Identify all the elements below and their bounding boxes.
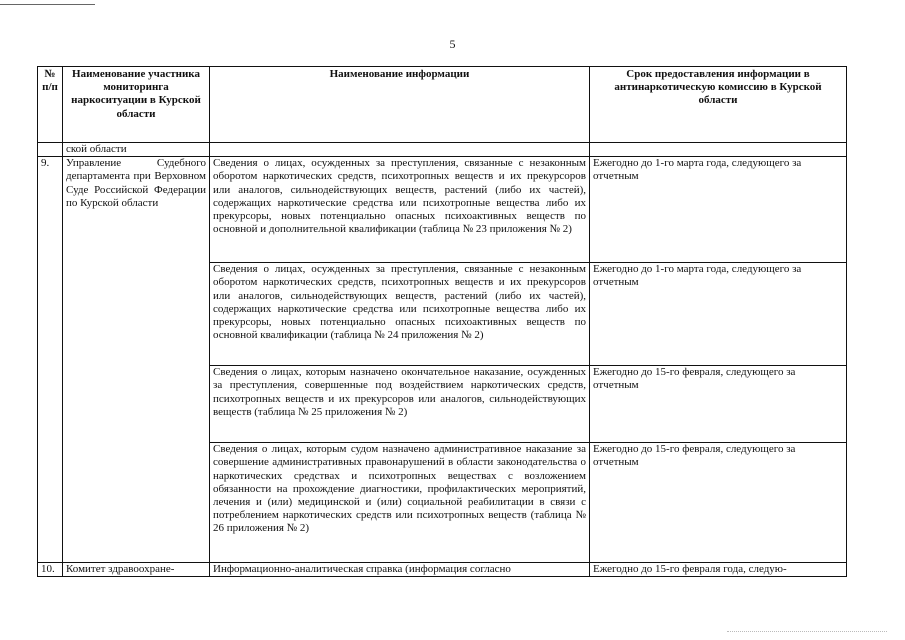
- row-term: Ежегодно до 1-го марта года, следующего за отчетным: [590, 263, 847, 366]
- continuation-num: [38, 143, 63, 157]
- table-row: [38, 157, 847, 263]
- row-info: Информационно-аналитическая справка (информация согласно: [210, 563, 590, 577]
- row-info: Сведения о лицах, которым судом назначено административное наказание за совершение административных правонарушений в области законодательства о наркотических средствах и психотропных веществах с возложением обязанности на прохождение диагностики, профилактических мероприятий, лечения и (или) медицинской и (или) социальной реабилитации в связи с потреблением наркотических средств или психотропных веществ (таблица № 26 приложения № 2): [210, 443, 590, 563]
- header-participant: Наименование участника мониторинга наркоситуации в Курской области: [63, 67, 210, 143]
- top-left-rule: [0, 4, 95, 5]
- row-participant: Комитет здравоохране-: [63, 563, 210, 577]
- continuation-participant: ской области: [63, 143, 210, 157]
- row-participant: Управление Судебного департамента при Верховном Суде Российской Федерации по Курской области: [63, 157, 210, 563]
- monitoring-table: [37, 66, 847, 577]
- row-term: Ежегодно до 15-го февраля, следующего за отчетным: [590, 443, 847, 563]
- continuation-term: [590, 143, 847, 157]
- row-num: 9.: [38, 157, 63, 563]
- header-info: Наименование информации: [210, 67, 590, 143]
- row-info: Сведения о лицах, осужденных за преступления, связанные с незаконным оборотом наркотических средств, психотропных веществ и их прекурсоров или аналогов, сильнодействующих веществ, растений (либо их частей), содержащих наркотические средства или психотропные вещества либо их прекурсоры, новых потенциально опасных психоактивных веществ по основной квалификации (таблица № 24 приложения № 2): [210, 263, 590, 366]
- header-num: № п/п: [38, 67, 63, 143]
- header-term: Срок предоставления информации в антинаркотическую комиссию в Курской области: [590, 67, 847, 143]
- row-info: Сведения о лицах, которым назначено окончательное наказание, осужденных за преступления, совершенные под воздействием наркотических средств, психотропных веществ и их прекурсоров или аналогов, сильнодействующих веществ (таблица № 25 приложения № 2): [210, 366, 590, 443]
- table-row-continuation: [38, 143, 847, 157]
- row-num: 10.: [38, 563, 63, 577]
- table-header-row: [38, 67, 847, 143]
- row-term: Ежегодно до 1-го марта года, следующего за отчетным: [590, 157, 847, 263]
- table-row: [38, 563, 847, 577]
- row-term: Ежегодно до 15-го февраля, следующего за отчетным: [590, 366, 847, 443]
- page-number: 5: [449, 37, 456, 51]
- scan-artifact: [727, 628, 887, 632]
- row-term: Ежегодно до 15-го февраля года, следую-: [590, 563, 847, 577]
- row-info: Сведения о лицах, осужденных за преступления, связанные с незаконным оборотом наркотических средств, психотропных веществ и их прекурсоров или аналогов, сильнодействующих веществ, растений (либо их частей), содержащих наркотические средства или психотропные вещества либо их прекурсоры, новых потенциально опасных психоактивных веществ по основной и дополнительной квалификации (таблица № 23 приложения № 2): [210, 157, 590, 263]
- continuation-info: [210, 143, 590, 157]
